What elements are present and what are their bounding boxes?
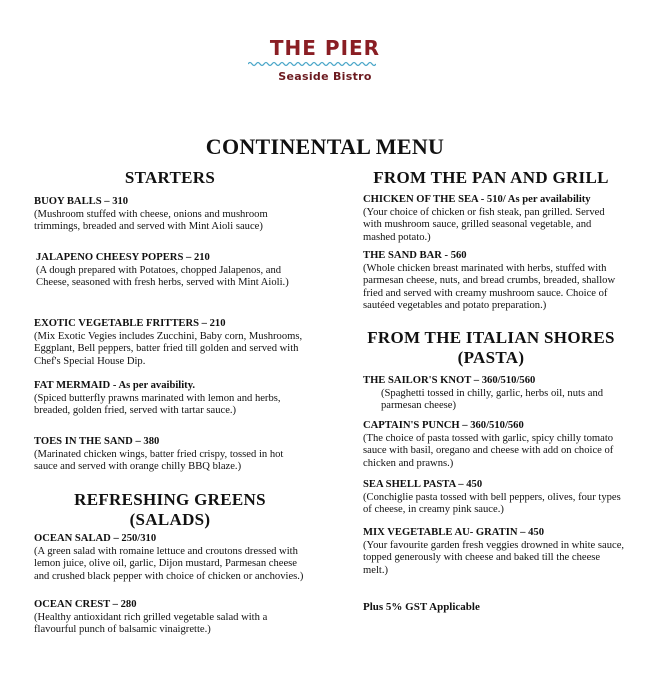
item-name: CAPTAIN'S PUNCH – 360/510/560 [363,420,524,431]
item-description: (Marinated chicken wings, batter fried crispy, tossed in hot sauce and served with orange chilly BBQ blaze.) [34,448,284,472]
menu-item [363,479,625,517]
brand-tagline: Seaside Bistro [278,70,372,83]
heading-line: FROM THE ITALIAN SHORES [367,328,615,347]
item-name: THE SAILOR'S KNOT – 360/510/560 [363,375,536,386]
item-name: TOES IN THE SAND – 380 [34,436,160,447]
wave-divider-icon [248,61,376,67]
menu-item [34,533,306,583]
item-description: (Spaghetti tossed in chilly, garlic, herbs oil, nuts and parmesan cheese) [381,387,604,411]
item-name: FAT MERMAID - As per avaibility. [34,380,196,391]
menu-title: CONTINENTAL MENU [205,134,445,159]
section-heading-starters: STARTERS [124,168,216,187]
heading-line: (SALADS) [129,510,211,529]
item-name: OCEAN SALAD – 250/310 [34,533,157,544]
item-description: (The choice of pasta tossed with garlic, spicy chilly tomato sauce with basil, oregano and cheese with add on choice of chicken and prawns.) [363,432,614,469]
gst-note: Plus 5% GST Applicable [363,601,480,613]
item-description: (Healthy antioxidant rich grilled vegetable salad with a flavourful punch of balsamic vinaigrette.) [34,611,268,635]
item-name: BUOY BALLS – 310 [34,196,129,207]
heading-line: (PASTA) [457,348,525,367]
item-name: EXOTIC VEGETABLE FRITTERS – 210 [34,318,226,329]
menu-item [34,196,306,234]
item-name: CHICKEN OF THE SEA - 510/ As per availability [363,194,591,205]
item-name: JALAPENO CHEESY POPERS – 210 [36,252,210,263]
section-heading-greens [34,490,306,530]
section-heading-grill: FROM THE PAN AND GRILL [373,168,609,187]
item-name: OCEAN CREST – 280 [34,599,137,610]
item-name: MIX VEGETABLE AU- GRATIN – 450 [363,527,544,538]
item-name: THE SAND BAR - 560 [363,250,467,261]
menu-item [363,527,625,577]
item-description: (Spiced butterfly prawns marinated with lemon and herbs, breaded, golden fried, served with tartar sauce.) [34,392,281,416]
item-description: (Whole chicken breast marinated with herbs, stuffed with parmesan cheese, nuts, and bread crumbs, breaded, shallow fried and served with creamy mushroom sauce. Choice of sautéed vegetables and potato preparation.) [363,262,616,311]
item-description: (Your choice of chicken or fish steak, pan grilled. Served with mushroom sauce, grilled seasonal vegetable, and mashed potato.) [363,206,605,243]
menu-item [34,599,306,637]
item-description: (A dough prepared with Potatoes, chopped Jalapenos, and Cheese, seasoned with fresh herbs, served with Mint Aioli.) [36,264,289,288]
menu-item [34,318,308,368]
section-heading-pasta [355,328,627,368]
item-description: (Your favourite garden fresh veggies drowned in white sauce, topped generously with cheese and baked till the cheese melt.) [363,539,625,576]
item-description: (Mushroom stuffed with cheese, onions and mushroom trimmings, breaded and served with Mint Aioli sauce) [34,208,268,232]
item-description: (Mix Exotic Vegies includes Zucchini, Baby corn, Mushrooms, Eggplant, Bell peppers, batter fried till golden and served with Chef's Special House Dip. [34,330,303,367]
item-name: SEA SHELL PASTA – 450 [363,479,483,490]
brand-name: THE PIER [269,36,381,60]
menu-item [34,380,304,418]
heading-line: REFRESHING GREENS [74,490,266,509]
menu-item [363,250,625,313]
menu-item [363,420,625,470]
menu-item [363,375,625,413]
item-description: (Conchiglie pasta tossed with bell peppers, olives, four types of cheese, in creamy pink sauce.) [363,491,621,515]
menu-item [34,436,306,474]
item-description: (A green salad with romaine lettuce and croutons dressed with lemon juice, olive oil, garlic, Dijon mustard, Parmesan cheese and crushed black pepper with choice of chicken or anchovies.) [34,545,304,582]
menu-item [36,252,300,290]
menu-item [363,194,625,244]
